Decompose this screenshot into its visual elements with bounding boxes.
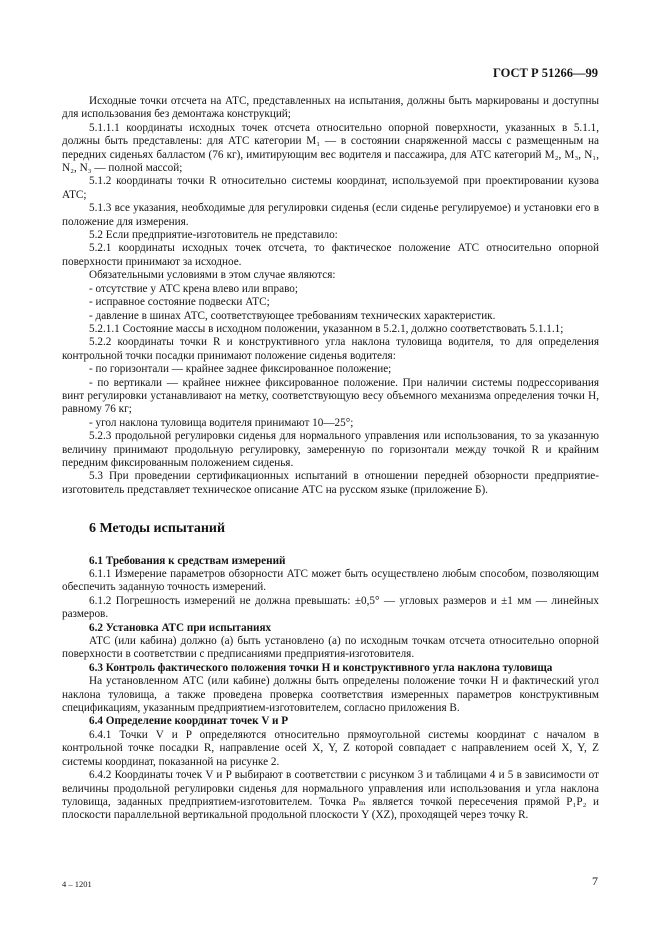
subsection-heading: 6.4 Определение координат точек V и P [89,715,289,728]
page-number: 7 [592,874,598,888]
paragraph: АТС (или кабина) должно (а) быть установлено (а) по исходным точкам отсчета относительно опорной поверхности в соответствии с предписаниями предприятия-изготовителя. [62,635,599,661]
list-item: - отсутствие у АТС крена влево или вправо; [89,282,299,295]
paragraph: 5.2 Если предприятие-изготовитель не представило: [89,229,338,242]
paragraph: 5.3 При проведении сертификационных испытаний в отношении передней обзорности предприятие-изготовитель представляет техническое описание АТС на русском языке (приложение Б). [62,470,599,496]
paragraph: 5.1.3 все указания, необходимые для регулировки сиденья (если сиденье регулируемое) и установки его в положение для измерения. [62,202,599,228]
paragraph: Исходные точки отсчета на АТС, представленных на испытания, должны быть маркированы и доступны для использования без демонтажа конструкций; [62,95,599,121]
paragraph: 5.2.2 координаты точки R и конструктивного угла наклона туловища водителя, то для определения контрольной точки посадки принимают положение сиденья водителя: [62,336,599,362]
document-header: ГОСТ Р 51266—99 [492,66,598,80]
section-heading: 6 Методы испытаний [89,521,226,537]
paragraph: 5.2.1.1 Состояние массы в исходном положении, указанном в 5.2.1, должно соответствовать 5.1.1.1; [89,322,564,335]
subsection-heading: 6.2 Установка АТС при испытаниях [89,621,272,634]
document-body [62,95,599,823]
list-item: - исправное состояние подвески АТС; [89,296,270,309]
subsection-heading: 6.1 Требования к средствам измерений [89,554,286,567]
list-item: - по вертикали — крайнее нижнее фиксированное положение. При наличии системы подрессоривания винт регулировки устанавливают на метку, соответствующую весу объемного механизма определения точки H, равному 76 кг; [62,376,599,416]
list-item: - угол наклона туловища водителя принимают 10—25°; [89,416,354,429]
paragraph: На установленном АТС (или кабине) должны быть определены положение точки H и фактический угол наклона туловища, а также проведена проверка соответствия измеренных параметров конструктивным спецификациям, указанным предприятием-изготовителем, согласно приложения В. [62,675,599,715]
paragraph: 5.1.2 координаты точки R относительно системы координат, используемой при проектировании кузова АТС; [62,175,599,201]
list-item: - давление в шинах АТС, соответствующее требованиям технических характеристик. [89,309,496,322]
paragraph: 6.1.2 Погрешность измерений не должна превышать: ±0,5° — угловых размеров и ±1 мм — линейных размеров. [62,594,599,621]
paragraph: 5.2.1 координаты исходных точек отсчета, то фактическое положение АТС относительно опорной поверхности принимают за исходное. [62,242,599,268]
paragraph: 6.1.1 Измерение параметров обзорности АТС может быть осуществлено любым способом, позволяющим обеспечить заданную точность измерений. [62,568,599,594]
list-item: - по горизонтали — крайнее заднее фиксированное положение; [89,363,392,376]
paragraph: Обязательными условиями в этом случае являются: [89,269,336,282]
paragraph: 5.1.1.1 координаты исходных точек отсчета относительно опорной поверхности, указанных в 5.1.1, должны быть представлены: для АТС категории M₁ — в состоянии снаряженной массы с размещенным на передних сиденьях балластом (76 кг), имитирующим вес водителя и пассажира, для АТС категорий M₂, M₃, N₁, N₂, N₃ — полной массой; [62,121,599,175]
paragraph: 6.4.1 Точки V и P определяются относительно прямоугольной системы координат с началом в контрольной точке посадки R, направление осей X, Y, Z которой совпадает с направлением осей X, Y, Z системы координат, показанной на рисунке 2. [62,728,599,768]
print-mark: 4 – 1201 [62,879,92,889]
paragraph: 6.4.2 Координаты точек V и P выбирают в соответствии с рисунком 3 и таблицами 4 и 5 в зависимости от величины продольной регулировки сиденья для нормального управления или использования и угла наклона туловища, заданных предприятием-изготовителем. Точка Pₘ является точкой пересечения прямой P₁P₂ и плоскости параллельной вертикальной продольной плоскости Y (XZ), проходящей через точку R. [62,769,599,822]
paragraph: 5.2.3 продольной регулировки сиденья для нормального управления или использования, то за указанную величину принимают продольную регулировку, замеренную по горизонтали между точкой R и крайним передним фиксированным положением сиденья. [62,430,599,469]
subsection-heading: 6.3 Контроль фактического положения точки H и конструктивного угла наклона туловища [89,661,553,674]
